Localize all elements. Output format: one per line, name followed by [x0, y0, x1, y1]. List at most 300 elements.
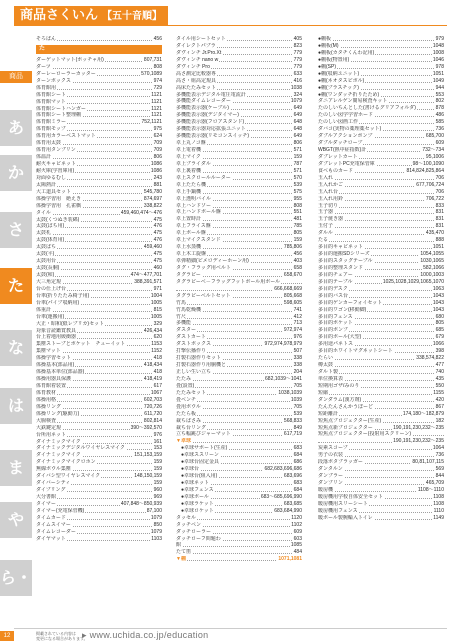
entry-page: 831: [435, 216, 444, 223]
entry-page: 475: [153, 230, 162, 237]
index-entry: [36, 397, 162, 404]
entry-page: 568,833: [283, 417, 302, 424]
entry-name: 暖房機用学校自体安全セット: [318, 493, 384, 500]
entry-page: 944: [435, 84, 444, 91]
index-entry: [318, 223, 444, 230]
entry-name: 炭素スコープ: [318, 445, 348, 452]
entry-page: 159: [293, 237, 302, 244]
index-entry: [176, 209, 302, 216]
entry-page: 974: [153, 77, 162, 84]
entry-page: 823: [293, 42, 302, 49]
index-entry: [36, 251, 162, 258]
index-entry: [176, 272, 302, 279]
entry-page: 1051: [432, 244, 444, 251]
index-entry: [176, 119, 302, 126]
section-heading: た: [36, 45, 162, 54]
entry-name: ●卓球ボール: [176, 493, 209, 500]
entry-name: 高さ・組高定規具: [176, 77, 217, 84]
entry-name: タッセル: [176, 514, 197, 521]
entry-page: 740: [435, 369, 444, 375]
entry-name: 大分書館: [36, 494, 57, 500]
index-entry: [176, 196, 302, 203]
entry-name: ▼棚: [176, 556, 186, 563]
entry-page: 831: [435, 223, 444, 230]
entry-page: 1043: [432, 292, 444, 299]
entry-name: 体育館着装置: [36, 383, 67, 389]
index-entry: [36, 92, 162, 99]
entry-page: 807,731: [143, 56, 162, 63]
entry-page: 658,670: [283, 271, 302, 278]
kana-tab[interactable]: ま: [0, 450, 32, 486]
entry-name: たらい: [318, 355, 334, 362]
entry-name: ●棚板(M): [318, 42, 339, 49]
entry-name: 多目的整理スタンド: [318, 264, 364, 271]
entry-page: 398: [435, 348, 444, 355]
entry-name: 体操用器具保護: [36, 376, 72, 383]
index-entry: [176, 431, 302, 438]
entry-name: 体育教材: [36, 389, 57, 396]
entry-page: 844: [435, 473, 444, 480]
entry-name: ●卓球ススリーン: [176, 452, 219, 459]
index-entry: [36, 418, 162, 425]
entry-name: ●棚板: [318, 36, 332, 42]
index-entry: [176, 480, 302, 487]
index-entry: [318, 71, 444, 78]
entry-page: 412: [293, 313, 302, 320]
index-entry: [318, 459, 444, 466]
entry-page: 407,848～850,939: [120, 500, 162, 507]
entry-name: 耐火キャビネット: [36, 161, 77, 167]
entry-name: ダスター: [176, 327, 197, 334]
entry-page: 570: [293, 174, 302, 181]
entry-page: 551: [293, 209, 302, 216]
entry-name: 体育館用: [36, 84, 57, 91]
entry-name: 多目的運搬SDシリーズ: [318, 251, 370, 258]
entry-name: 多機能表示器(デジタイマー): [176, 112, 239, 119]
kana-tab[interactable]: さ: [0, 212, 32, 248]
entry-name: ダイヤマット: [36, 535, 66, 542]
entry-page: 1043: [432, 299, 444, 306]
index-entry: [318, 508, 444, 515]
index-entry: [176, 98, 302, 105]
entry-name: 短距離計: [318, 410, 339, 417]
index-entry: [176, 314, 302, 321]
entry-name: 段落ボタブラッガー: [318, 459, 363, 466]
footer-url-text[interactable]: www.uchida.co.jp/education: [89, 630, 209, 640]
entry-page: 95,1006: [425, 153, 444, 160]
entry-page: 972,974,978,979: [264, 341, 302, 348]
index-entry: [318, 327, 444, 334]
entry-name: ダッチローフ問題わ: [176, 535, 221, 542]
entry-name: 多機能表示デジタル電圧電流計: [176, 91, 246, 98]
index-entry: [176, 452, 302, 459]
entry-name: ●卓球サポート(生産): [176, 445, 228, 452]
entry-name: ●棚(プラスチック): [318, 84, 359, 91]
entry-page: 153: [153, 445, 162, 452]
entry-name: たのしい図学学習ホード: [318, 112, 374, 119]
entry-page: 1079: [290, 98, 302, 105]
leader-dots: [318, 394, 444, 395]
entry-page: 476: [153, 237, 162, 244]
entry-page: 802,814: [143, 417, 162, 424]
entry-page: 190,191,230,232～235: [393, 424, 444, 431]
index-entry: [36, 487, 162, 494]
entry-page: 617,719: [283, 431, 302, 438]
entry-page: 1048: [432, 42, 444, 49]
entry-name: 多目的チェアー: [318, 271, 353, 278]
entry-page: 649: [293, 112, 302, 119]
index-entry: [318, 452, 444, 459]
entry-page: 976: [293, 334, 302, 341]
index-entry: [176, 334, 302, 341]
entry-page: 338,574,822: [416, 355, 444, 362]
index-entry: [318, 383, 444, 390]
entry-page: 1046: [432, 56, 444, 63]
entry-page: 418: [153, 369, 162, 376]
entry-page: 609: [435, 140, 444, 147]
entry-page: 435: [435, 375, 444, 382]
index-entry: [318, 404, 444, 411]
index-entry: [318, 314, 444, 321]
entry-page: 1066: [432, 341, 444, 348]
entry-name: 短期用ゴザ/みのり: [318, 382, 360, 389]
entry-name: 卓上スクロールルーター: [176, 174, 231, 181]
entry-page: 1051: [432, 70, 444, 77]
entry-page: 808: [153, 63, 162, 70]
entry-name: 男子の衣装: [318, 452, 344, 459]
index-entry: [318, 126, 444, 133]
index-entry: [318, 279, 444, 286]
entry-page: 1038: [290, 84, 302, 91]
index-entry: [176, 251, 302, 258]
entry-page: 456: [293, 251, 302, 258]
index-entry: [36, 147, 162, 154]
index-entry: [318, 258, 444, 265]
index-entry: [36, 383, 162, 390]
entry-page: 474～477,701: [130, 272, 162, 278]
index-entry: [318, 98, 444, 105]
index-entry: [36, 362, 162, 369]
entry-name: ●棚(ワンダッチ折りたため): [318, 91, 380, 98]
entry-name: ダンプリン: [318, 480, 343, 486]
entry-name: 多目的デスク: [318, 285, 348, 292]
index-entry: [36, 466, 162, 473]
leader-dots: [36, 234, 162, 235]
entry-name: 裁ちばさみ: [176, 417, 202, 424]
index-entry: [318, 92, 444, 99]
entry-page: 1120: [291, 514, 302, 521]
entry-name: タイマー: [36, 500, 56, 507]
entry-page: 1103: [151, 535, 162, 542]
index-entry: [318, 466, 444, 473]
kana-tab[interactable]: か: [0, 155, 32, 191]
index-entry: [176, 487, 302, 494]
entry-page: 808: [293, 202, 302, 209]
entry-name: 卓上手鍋機: [176, 188, 202, 195]
entry-name: ダヴィンチ Pro: [176, 63, 210, 70]
entry-name: ダイレクトパブラ: [176, 42, 216, 49]
entry-name: ●棚(ネオタスビボル): [318, 77, 365, 84]
entry-name: 台車(運搬用): [36, 313, 65, 320]
entry-page: 706: [435, 174, 444, 181]
entry-page: 475: [153, 216, 162, 223]
entry-name: 食べものカード: [318, 167, 354, 174]
entry-name: ダルト製: [318, 369, 339, 375]
entry-page: 553: [435, 91, 444, 98]
index-entry: [36, 265, 162, 272]
entry-name: 卓上電着機: [176, 147, 202, 153]
entry-name: 体育館シートハンガー: [36, 105, 86, 112]
entry-name: 無線ボウル集塵: [36, 466, 71, 473]
entry-page: 706,722: [425, 195, 444, 202]
index-entry: [36, 314, 162, 321]
entry-name: 樽太鼓: [318, 362, 334, 369]
entry-name: ダイナミックマイク: [36, 438, 81, 445]
index-entry: [176, 542, 302, 549]
entry-name: タイル用シートセット: [176, 36, 226, 42]
kana-tab[interactable]: た: [0, 268, 32, 304]
index-entry: [318, 362, 444, 369]
index-category-label: 商品: [0, 71, 32, 83]
entry-page: 1079: [150, 514, 162, 521]
index-entry: [318, 348, 444, 355]
entry-name: 玉子焼き器: [318, 216, 344, 223]
footer-note: [36, 631, 88, 641]
entry-page: 609: [293, 528, 302, 535]
index-entry: [318, 196, 444, 203]
index-entry: [318, 300, 444, 307]
entry-name: 対面ゆるむし: [36, 174, 67, 181]
entry-page: 867: [435, 403, 444, 410]
entry-page: 481: [293, 216, 302, 223]
entry-name: 太鼓(平): [36, 251, 55, 258]
entry-name: 卓上置時計: [176, 216, 202, 223]
entry-page: 633: [293, 70, 302, 77]
entry-name: 暖房機用フェンス: [318, 507, 358, 514]
entry-name: ●卓球台(組入用): [176, 473, 218, 480]
leader-dots: [36, 311, 162, 312]
index-entry: [176, 133, 302, 140]
index-entry: [176, 494, 302, 501]
kana-tab[interactable]: や: [0, 502, 32, 538]
entry-name: たんたんさんかうぼーど: [318, 403, 374, 410]
footer-url-link[interactable]: ▸ www.uchida.co.jp/education: [82, 630, 209, 640]
entry-name: タイムカード: [36, 514, 66, 521]
entry-name: たたら板: [176, 410, 197, 417]
index-entry: [176, 515, 302, 522]
index-entry: [176, 258, 302, 265]
index-entry: [176, 182, 302, 189]
entry-page: 649: [293, 133, 302, 140]
entry-name: ダニアレルゲン簡易検査キット: [318, 98, 388, 105]
index-entry: [176, 501, 302, 508]
index-entry: [176, 279, 302, 286]
entry-name: 台所用ネット: [36, 431, 67, 438]
index-entry: [318, 64, 444, 71]
index-entry: [318, 431, 444, 438]
entry-page: 878: [435, 105, 444, 112]
entry-page: 831: [435, 209, 444, 216]
entry-page: 329: [153, 320, 162, 327]
entry-page: 1149: [433, 514, 444, 521]
entry-name: ●卓球フェンス: [176, 486, 214, 493]
entry-page: 752,1121: [141, 119, 162, 126]
index-entry: [318, 161, 444, 168]
entry-page: 174,180～182,879: [402, 410, 444, 417]
index-entry: [36, 480, 162, 487]
entry-name: タグラビーベ－フラッグフットボール用ボール: [176, 278, 281, 285]
index-entry: [318, 369, 444, 376]
index-entry: [176, 92, 302, 99]
entry-name: 集塵マット: [36, 348, 61, 355]
entry-page: 720,726: [143, 403, 162, 410]
index-entry: [318, 334, 444, 341]
index-entry: [176, 529, 302, 536]
index-entry: [36, 411, 162, 418]
entry-page: 683,685: [283, 500, 302, 507]
kana-tab[interactable]: ら・わ: [0, 560, 32, 596]
index-entry: [176, 536, 302, 543]
leader-dots: [318, 179, 444, 180]
entry-name: 大三角定規: [36, 278, 62, 285]
index-entry: [176, 445, 302, 452]
entry-page: 680: [435, 313, 444, 320]
entry-name: 多目的ワゴン(移動脚): [318, 306, 367, 313]
entry-page: 741: [293, 306, 302, 313]
leader-dots: [318, 227, 444, 228]
index-entry: [36, 536, 162, 543]
entry-name: 打製石器作りセット: [176, 355, 222, 362]
index-entry: [36, 439, 162, 446]
entry-name: 卓上マイクスタンド: [176, 237, 221, 244]
entry-name: WBGT(熱中症指数)計: [318, 147, 367, 153]
index-entry: [318, 307, 444, 314]
index-entry: [36, 244, 162, 251]
kana-tab[interactable]: は: [0, 388, 32, 424]
entry-name: 体育館モップ: [36, 126, 66, 133]
index-column-3: [318, 36, 444, 522]
entry-name: 卓上ハンドソー: [176, 202, 212, 209]
index-entry: [176, 216, 302, 223]
entry-name: 卓上ハンドボール盤: [176, 209, 221, 216]
entry-page: 1030,1065: [420, 258, 444, 264]
entry-name: 体重計: [36, 306, 52, 313]
entry-name: 裁ち台リング: [176, 424, 206, 431]
entry-page: 806: [153, 154, 162, 161]
index-entry: [176, 397, 302, 404]
entry-page: 814,824,825,864: [406, 167, 444, 174]
index-entry: [36, 341, 162, 348]
entry-page: 582,1066: [423, 264, 444, 271]
entry-page: 338: [293, 362, 302, 369]
entry-page: 475: [153, 258, 162, 265]
entry-page: 833: [435, 202, 444, 209]
entry-name: タッチペン: [176, 521, 202, 528]
index-entry: [36, 334, 162, 341]
entry-name: 多機能: [176, 320, 192, 327]
entry-name: ダッチローラー: [176, 528, 212, 535]
entry-page: 1110: [433, 507, 444, 514]
index-entry: [176, 390, 302, 397]
entry-page: 683: [293, 480, 302, 486]
entry-name: 多目的フェンス: [318, 313, 353, 320]
entry-name: ●卓球台固定金具: [176, 459, 220, 466]
index-entry: [176, 286, 302, 293]
index-entry: [176, 556, 302, 563]
index-entry: [36, 71, 162, 78]
entry-name: 体操学習用 絶えき: [36, 195, 82, 202]
index-entry: [318, 494, 444, 501]
entry-name: ダーレーローラーカッター: [36, 70, 96, 77]
index-entry: [176, 112, 302, 119]
entry-page: 684: [293, 452, 302, 459]
leader-dots: [176, 546, 302, 547]
entry-page: 955: [293, 195, 302, 202]
index-entry: [36, 293, 162, 300]
entry-page: 1121: [151, 105, 162, 112]
entry-name: 体育用カラーベストマット: [36, 133, 96, 140]
index-entry: [176, 411, 302, 418]
entry-page: 850: [153, 521, 162, 528]
entry-name: ダブルダッチロープ: [318, 140, 363, 147]
entry-name: タグラビーベルトセット: [176, 292, 231, 299]
index-entry: [176, 43, 302, 50]
index-entry: [36, 258, 162, 265]
entry-page: 709: [153, 147, 162, 154]
index-entry: [318, 154, 444, 161]
entry-name: 耐火庫(学習庫用): [36, 167, 75, 174]
index-entry: [176, 203, 302, 210]
entry-name: ダブルアクションポンプ: [318, 133, 373, 140]
entry-name: 体育館シート: [36, 91, 67, 98]
entry-page: 685: [435, 327, 444, 334]
entry-page: 603: [293, 535, 302, 542]
entry-page: 550: [435, 382, 444, 389]
entry-name: 畳(設置): [176, 382, 195, 389]
leader-dots: [176, 318, 302, 319]
index-entry: [318, 78, 444, 85]
entry-name: 卓上透明バイル: [176, 195, 212, 202]
index-entry: [318, 376, 444, 383]
index-entry: [318, 168, 444, 175]
entry-name: 高床たたみセット: [176, 84, 217, 91]
index-entry: [36, 286, 162, 293]
index-entry: [318, 390, 444, 397]
index-entry: [318, 36, 444, 43]
index-entry: [176, 175, 302, 182]
entry-name: 卓上裏着機: [176, 167, 202, 174]
index-entry: [318, 293, 444, 300]
entry-name: 体育館シート整理棚: [36, 112, 82, 119]
leader-dots: [176, 442, 302, 443]
entry-name: ダンタルン: [318, 466, 343, 473]
index-entry: [318, 57, 444, 64]
index-entry: [36, 452, 162, 459]
entry-page: 598,605: [283, 299, 302, 306]
index-entry: [36, 459, 162, 466]
kana-tab[interactable]: な: [0, 330, 32, 366]
index-entry: [176, 154, 302, 161]
entry-page: 666,668,669: [274, 285, 302, 292]
entry-page: 802: [435, 98, 444, 105]
index-entry: [176, 105, 302, 112]
index-entry: [36, 425, 162, 432]
kana-tab[interactable]: あ: [0, 110, 32, 146]
entry-page: 1108～1110: [417, 486, 444, 493]
index-entry: [318, 230, 444, 237]
entry-name: 暖房機用スリーシート: [318, 500, 368, 507]
entry-name: 打製石器作り用胴機と: [176, 362, 227, 369]
